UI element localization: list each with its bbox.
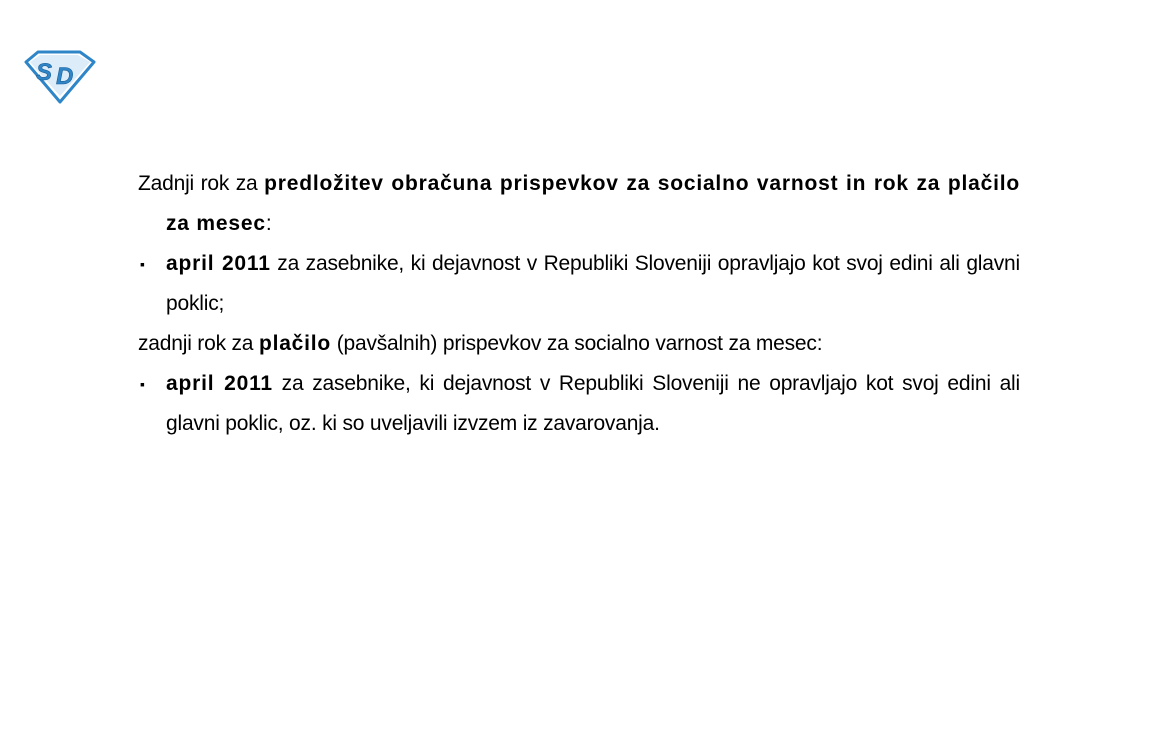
intro-text-bold: predložitev obračuna prispevkov za socialno varnost in rok za plačilo za mesec xyxy=(166,172,1020,235)
logo-letter-s: S xyxy=(36,59,53,86)
second-text-bold: plačilo xyxy=(258,332,332,355)
bullet-item-non-employed xyxy=(138,364,1020,444)
square-bullet-icon: ▪ xyxy=(140,376,145,392)
bullet-date-bold: april 2011 xyxy=(166,252,271,275)
intro-text-start: Zadnji rok za xyxy=(138,172,265,195)
bullet-date-bold: april 2011 xyxy=(166,372,273,395)
second-text-end: (pavšalnih) prispevkov za socialno varnost za mesec: xyxy=(331,332,823,355)
intro-paragraph xyxy=(138,164,1020,244)
sd-shield-logo-icon xyxy=(22,48,96,104)
bullet-text: za zasebnike, ki dejavnost v Republiki Sloveniji ne opravljajo kot svoj edini ali glavni poklic, oz. ki so uveljavili izvzem iz zavarovanja. xyxy=(166,372,1020,435)
logo-letter-d: D xyxy=(56,63,74,90)
sd-logo xyxy=(22,48,96,104)
square-bullet-icon: ▪ xyxy=(140,256,145,272)
second-paragraph xyxy=(138,324,1020,364)
bullet-item-employed xyxy=(138,244,1020,324)
second-text-start: zadnji rok za xyxy=(138,332,259,355)
intro-text-end: : xyxy=(265,212,272,235)
document-body xyxy=(138,164,1020,444)
bullet-text: za zasebnike, ki dejavnost v Republiki Sloveniji opravljajo kot svoj edini ali glavni poklic; xyxy=(166,252,1020,315)
